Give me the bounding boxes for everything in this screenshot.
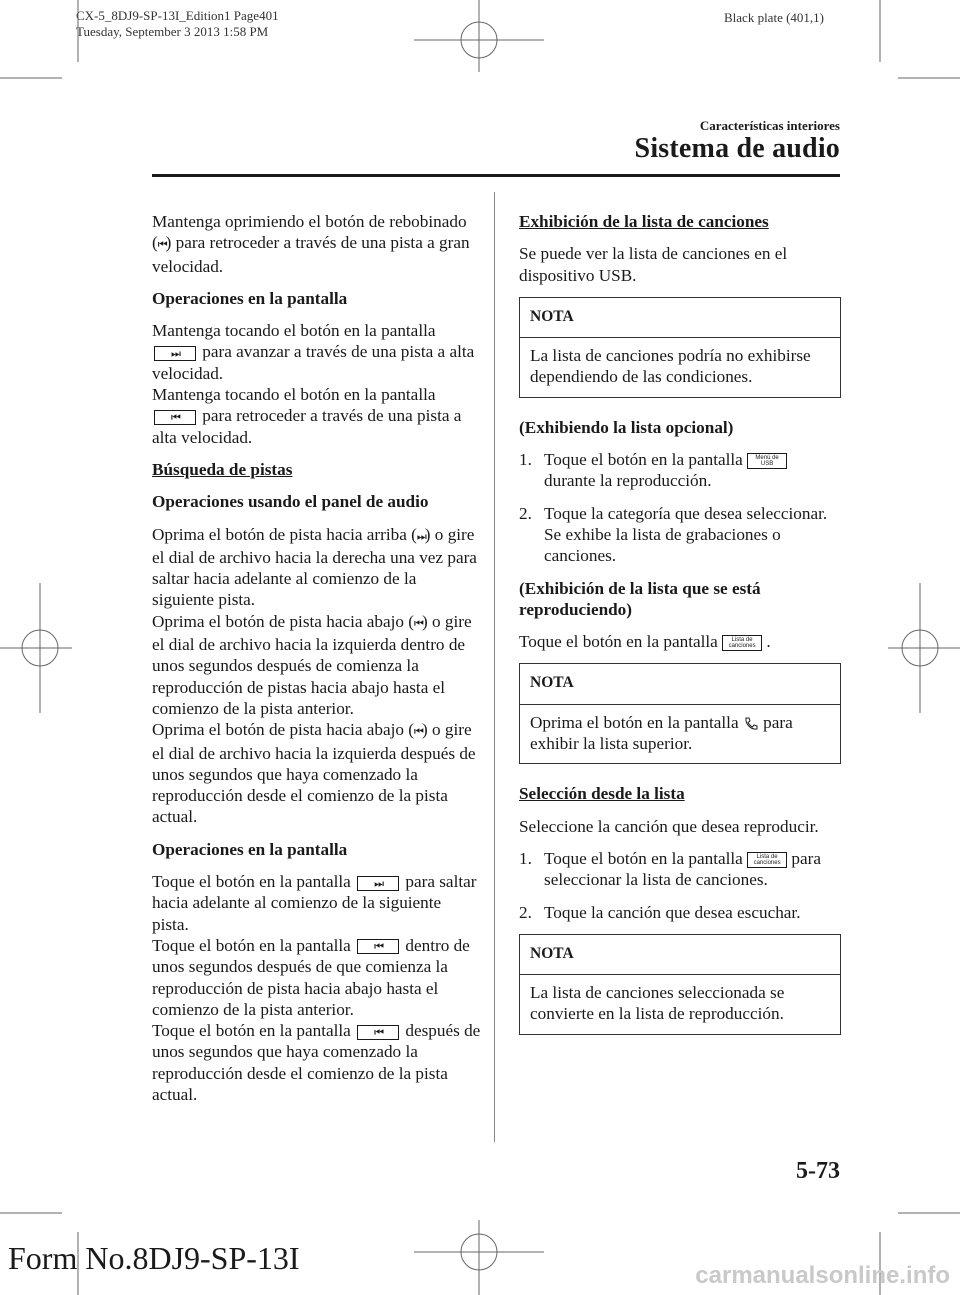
top-list-icon xyxy=(743,716,759,732)
heading-screen-ops-2: Operaciones en la pantalla xyxy=(152,839,348,859)
paragraph-panel-ops: Oprima el botón de pista hacia arriba (⏭) o gire el dial de archivo hacia la derecha una vez para saltar hacia adelante al comienzo de la siguiente pista. Oprima el botón de pista hacia abajo (⏮) o gire el dial de archivo hacia la izquierda dentro de unos segundos después de comienza la reproducción de pistas hacia abajo hasta el comienzo de la pista anterior. Oprima el botón de pista hacia abajo (⏮) o gire el dial de archivo hacia la izquierda después de unos segundos que haya comenzado la reproducción desde el comienzo de la pista actual. xyxy=(152,524,477,827)
form-number: Form No.8DJ9-SP-13I xyxy=(8,1240,300,1276)
rewind-icon: ⏮ xyxy=(154,410,196,425)
song-list-button-icon: Lista de canciones xyxy=(722,635,762,651)
note-box xyxy=(519,934,841,1035)
header-rule xyxy=(152,174,840,177)
column-divider xyxy=(494,192,495,1142)
rewind-icon: ⏮ xyxy=(157,238,166,252)
skip-back-icon: ⏮ xyxy=(357,939,399,954)
heading-track-search: Búsqueda de pistas xyxy=(152,459,293,479)
note-heading: NOTA xyxy=(520,298,840,338)
steps-optional-list xyxy=(519,449,841,566)
note-body: La lista de canciones podría no exhibirse dependiendo de las condiciones. xyxy=(530,346,811,387)
watermark: carmanualsonline.info xyxy=(695,1262,950,1289)
section-title: Sistema de audio xyxy=(634,133,840,164)
paragraph-rewind: Mantenga oprimiendo el botón de rebobinado (⏮) para retroceder a través de una pista a gran velocidad. xyxy=(152,212,470,276)
list-item: 1. Toque el botón en la pantalla Menú de USB durante la reproducción. xyxy=(519,449,841,492)
print-meta-date: Tuesday, September 3 2013 1:58 PM xyxy=(76,24,269,39)
heading-screen-ops-1: Operaciones en la pantalla xyxy=(152,288,348,308)
heading-playing-list: (Exhibición de la lista que se está reproduciendo) xyxy=(519,578,761,619)
page-number: 5-73 xyxy=(796,1158,840,1184)
track-up-icon: ⏭ xyxy=(416,529,425,543)
note-body: La lista de canciones seleccionada se convierte en la lista de reproducción. xyxy=(530,983,785,1024)
note-heading: NOTA xyxy=(520,935,840,975)
print-meta-file: CX-5_8DJ9-SP-13I_Edition1 Page401 xyxy=(76,8,279,23)
steps-select-from-list xyxy=(519,848,841,923)
note-box xyxy=(519,297,841,398)
note-heading: NOTA xyxy=(520,664,840,704)
list-item: 2. Toque la canción que desea escuchar. xyxy=(519,902,801,922)
skip-forward-icon: ⏭ xyxy=(357,876,399,891)
list-item: 1. Toque el botón en la pantalla Lista de canciones para seleccionar la lista de canciones. xyxy=(519,848,821,890)
skip-back-icon: ⏮ xyxy=(357,1025,399,1040)
track-down-icon: ⏮ xyxy=(414,725,422,739)
note-body: Oprima el botón en la pantalla para exhibir la lista superior. xyxy=(530,712,793,754)
list-item: 2. Toque la categoría que desea seleccionar. Se exhibe la lista de grabaciones o canciones. xyxy=(519,503,828,566)
note-box xyxy=(519,663,841,764)
paragraph-song-list: Se puede ver la lista de canciones en el dispositivo USB. xyxy=(519,244,788,285)
song-list-button-icon: Lista de canciones xyxy=(747,852,787,868)
heading-select-from-list: Selección desde la lista xyxy=(519,784,685,804)
heading-song-list: Exhibición de la lista de canciones xyxy=(519,212,769,231)
paragraph-select: Seleccione la canción que desea reproducir. xyxy=(519,816,819,836)
section-subtitle: Características interiores xyxy=(699,118,840,133)
heading-panel-ops: Operaciones usando el panel de audio xyxy=(152,492,429,512)
left-column xyxy=(152,211,482,1105)
heading-optional-list: (Exhibiendo la lista opcional) xyxy=(519,417,734,437)
track-down-icon: ⏮ xyxy=(414,616,422,630)
paragraph-screen-skip: Toque el botón en la pantalla ⏭ para saltar hacia adelante al comienzo de la siguiente pista. Toque el botón en la pantalla ⏮ dentro de unos segundos después de que comienza la reproducción de pista hacia abajo hasta el comienzo de la pista anterior. Toque el botón en la pantalla ⏮ después de unos segundos que haya comenzado la reproducción desde el comienzo de la pista actual. xyxy=(152,872,481,1104)
paragraph-screen-ff: Mantenga tocando el botón en la pantalla ⏭ para avanzar a través de una pista a alta velocidad. Mantenga tocando el botón en la pantalla ⏮ para retroceder a través de una pista a alta velocidad. xyxy=(152,321,475,447)
fast-forward-icon: ⏭ xyxy=(154,346,196,361)
menu-usb-button-icon: Menú de USB xyxy=(747,453,787,469)
paragraph-playing-list: Toque el botón en la pantalla Lista de canciones . xyxy=(519,632,771,652)
right-column xyxy=(519,211,841,1054)
black-plate-label: Black plate (401,1) xyxy=(724,10,824,25)
